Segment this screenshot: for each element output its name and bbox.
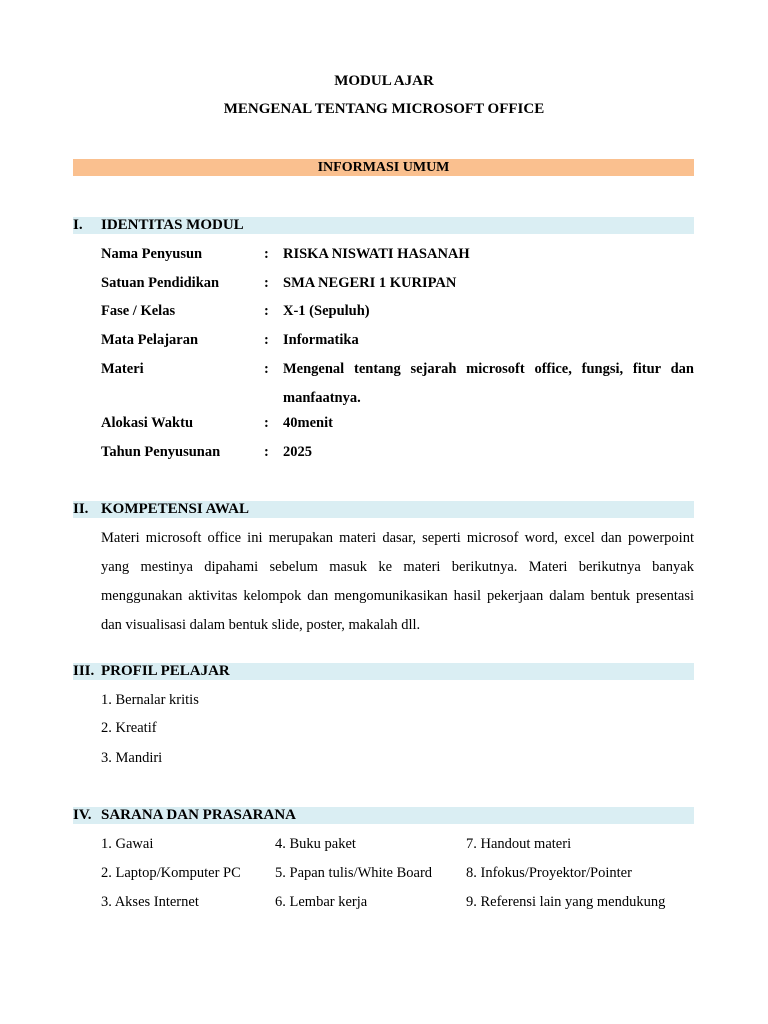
field-value: 40menit [283,415,333,431]
list-item: 3. Akses Internet [101,894,199,910]
document-subtitle: MENGENAL TENTANG MICROSOFT OFFICE [223,101,545,117]
section-title: KOMPETENSI AWAL [101,501,249,517]
kompetensi-paragraph: Materi microsoft office ini merupakan materi dasar, seperti microsof word, excel dan powerpoint yang mestinya dipahami sebelum masuk ke materi berikutnya. Materi berikutnya banyak menggunakan aktivitas kelompok dan mengomunikasikan hasil pekerjaan dalam bentuk presentasi dan visualisasi dalam bentuk slide, poster, makalah dll. [101,530,694,633]
field-label: Tahun Penyusunan [101,444,221,460]
section-header-sarana [73,807,694,824]
field-colon: : [264,415,269,431]
list-item: 1. Gawai [101,836,154,852]
section-title: PROFIL PELAJAR [101,663,230,679]
field-value: SMA NEGERI 1 KURIPAN [283,275,457,291]
section-number: II. [73,501,89,517]
info-umum-band: INFORMASI UMUM [73,159,694,176]
field-label: Nama Penyusun [101,246,203,262]
section-header-profil [73,663,694,680]
section-header-kompetensi [73,501,694,518]
field-value: Informatika [283,332,359,348]
list-item: 8. Infokus/Proyektor/Pointer [466,865,632,881]
list-item: 9. Referensi lain yang mendukung [466,894,666,910]
field-label: Alokasi Waktu [101,415,194,431]
section-header-identitas [73,217,694,234]
field-value: RISKA NISWATI HASANAH [283,246,470,262]
list-item: 4. Buku paket [275,836,356,852]
section-number: I. [73,217,83,233]
field-colon: : [264,361,269,377]
field-colon: : [264,246,269,262]
section-title: SARANA DAN PRASARANA [101,807,297,823]
section-number: IV. [73,807,92,823]
list-item: 7. Handout materi [466,836,572,852]
section-title: IDENTITAS MODUL [101,217,244,233]
field-value: 2025 [283,444,312,460]
field-value: X-1 (Sepuluh) [283,303,370,319]
field-colon: : [264,303,269,319]
list-item: 6. Lembar kerja [275,894,368,910]
field-label: Mata Pelajaran [101,332,199,348]
field-label: Fase / Kelas [101,303,176,319]
field-colon: : [264,444,269,460]
field-colon: : [264,332,269,348]
list-item: 1. Bernalar kritis [101,692,199,708]
list-item: 2. Laptop/Komputer PC [101,865,241,881]
field-colon: : [264,275,269,291]
document-title: MODUL AJAR [334,73,434,89]
list-item: 2. Kreatif [101,720,157,736]
list-item: 5. Papan tulis/White Board [275,865,433,881]
section-number: III. [73,663,95,679]
field-value: Mengenal tentang sejarah microsoft office, fungsi, fitur dan manfaatnya. [283,361,694,406]
field-label: Materi [101,361,144,377]
field-label: Satuan Pendidikan [101,275,220,291]
list-item: 3. Mandiri [101,750,163,766]
